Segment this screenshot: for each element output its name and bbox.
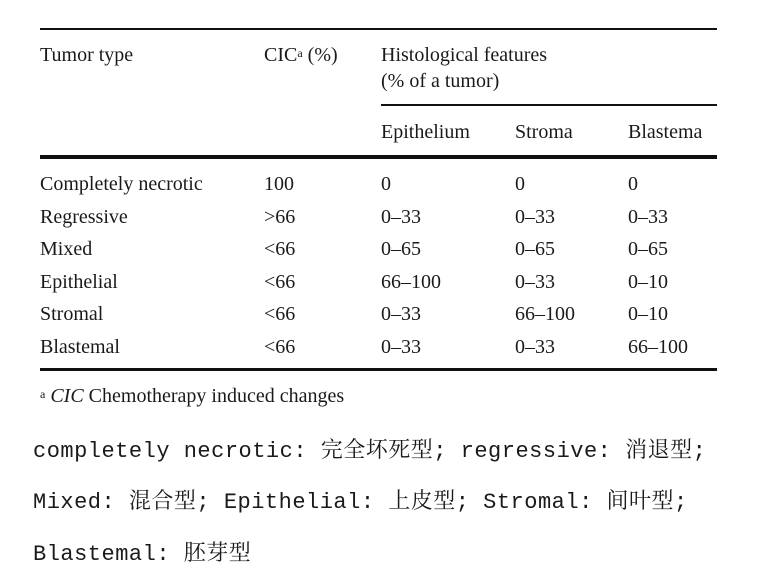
cell-blastema: 0–10 [628,270,668,293]
cell-blastema: 0–65 [628,238,668,260]
cell-epithelium: 0 [381,173,391,195]
note-line-3: Blastemal: 胚芽型 [33,542,252,567]
header-blastema: Blastema [628,121,703,143]
cell-cic: <66 [264,238,296,260]
header-epithelium: Epithelium [381,121,470,143]
cell-blastema: 66–100 [628,335,688,358]
header-histological: Histological features [381,44,548,66]
header-tumor-type: Tumor type [40,44,134,66]
group-rule [381,104,717,106]
cell-tumor-type: Stromal [40,303,104,325]
cell-cic: >66 [264,205,296,228]
cell-blastema: 0 [628,173,638,195]
cell-stroma: 0 [515,173,525,195]
cell-stroma: 0–33 [515,205,555,228]
cell-epithelium: 0–65 [381,238,421,260]
top-rule [40,28,717,30]
cell-blastema: 0–33 [628,205,668,228]
cell-epithelium: 0–33 [381,303,421,325]
cell-tumor-type: Epithelial [40,270,118,293]
note-line-2: Mixed: 混合型; Epithelial: 上皮型; Stromal: 间叶型; [33,490,688,515]
cell-tumor-type: Blastemal [40,335,120,358]
cell-stroma: 66–100 [515,303,575,325]
cell-stroma: 0–33 [515,335,555,358]
header-cic: CIC$^a$ (%) [264,44,338,66]
header-histological-sub: (% of a tumor) [381,70,500,92]
footnote: $^a$ CIC Chemotherapy induced changes [40,385,345,407]
cell-stroma: 0–65 [515,238,555,260]
cell-tumor-type: Completely necrotic [40,173,203,195]
cell-cic: <66 [264,303,296,325]
header-rule [40,155,717,159]
cell-epithelium: 66–100 [381,270,441,293]
cell-tumor-type: Mixed [40,238,93,260]
cell-cic: <66 [264,270,296,293]
cell-stroma: 0–33 [515,270,555,293]
cell-cic: <66 [264,335,296,358]
cell-epithelium: 0–33 [381,205,421,228]
cell-tumor-type: Regressive [40,205,128,228]
cell-blastema: 0–10 [628,303,668,325]
header-stroma: Stroma [515,121,573,143]
note-line-1: completely necrotic: 完全坏死型; regressive: 消退型; [33,439,707,464]
cell-epithelium: 0–33 [381,335,421,358]
cell-cic: 100 [264,173,294,195]
bottom-rule [40,368,717,371]
